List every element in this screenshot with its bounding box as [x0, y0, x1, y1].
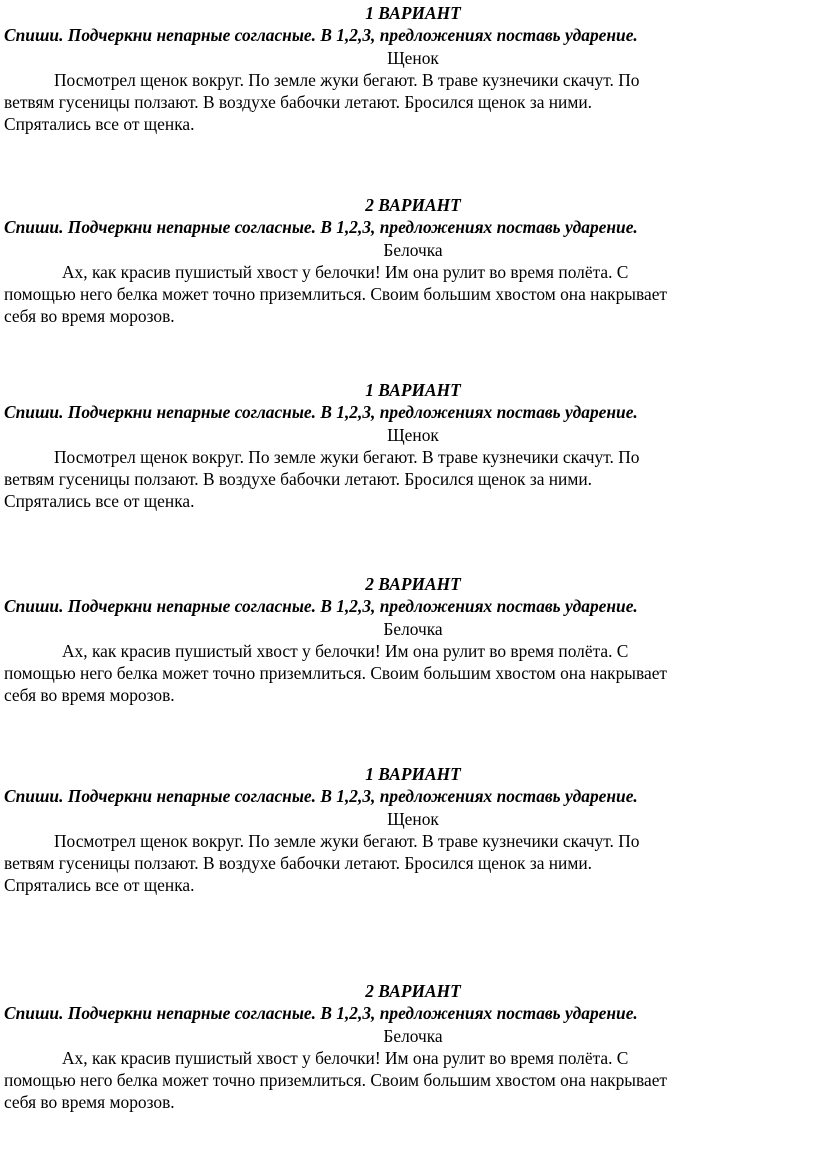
text-line: себя во время морозов. — [4, 685, 175, 706]
variant-heading: 1 ВАРИАНТ — [365, 380, 461, 400]
text-line: Посмотрел щенок вокруг. По земле жуки бегают. В траве кузнечики скачут. По — [54, 69, 640, 90]
text-line: Спрятались все от щенка. — [4, 491, 195, 512]
section-variant-2 — [4, 980, 812, 1114]
text-line: себя во время морозов. — [4, 306, 175, 327]
text-line: себя во время морозов. — [4, 1092, 175, 1113]
variant-heading: 2 ВАРИАНТ — [365, 981, 461, 1001]
task-instruction: Спиши. Подчеркни непарные согласные. В 1,2,3, предложениях поставь ударение. — [4, 596, 638, 617]
text-title: Щенок — [387, 808, 439, 829]
text-line: ветвям гусеницы ползают. В воздухе бабочки летают. Бросился щенок за ними. — [4, 92, 593, 113]
text-line: помощью него белка может точно приземлиться. Своим большим хвостом она накрывает — [4, 284, 668, 305]
variant-heading: 1 ВАРИАНТ — [365, 764, 461, 784]
text-title: Щенок — [387, 47, 439, 68]
task-instruction: Спиши. Подчеркни непарные согласные. В 1,2,3, предложениях поставь ударение. — [4, 786, 638, 807]
text-title: Белочка — [383, 239, 443, 260]
text-line: помощью него белка может точно приземлиться. Своим большим хвостом она накрывает — [4, 1070, 668, 1091]
text-line: помощью него белка может точно приземлиться. Своим большим хвостом она накрывает — [4, 663, 668, 684]
task-instruction: Спиши. Подчеркни непарные согласные. В 1,2,3, предложениях поставь ударение. — [4, 402, 638, 423]
text-line: Ах, как красив пушистый хвост у белочки! Им она рулит во время полёта. С — [62, 640, 629, 661]
text-title: Щенок — [387, 424, 439, 445]
text-line: Посмотрел щенок вокруг. По земле жуки бегают. В траве кузнечики скачут. По — [54, 830, 640, 851]
variant-heading: 1 ВАРИАНТ — [365, 3, 461, 23]
section-variant-1 — [4, 2, 812, 136]
variant-heading: 2 ВАРИАНТ — [365, 574, 461, 594]
section-variant-1 — [4, 763, 812, 897]
task-instruction: Спиши. Подчеркни непарные согласные. В 1,2,3, предложениях поставь ударение. — [4, 25, 638, 46]
task-instruction: Спиши. Подчеркни непарные согласные. В 1,2,3, предложениях поставь ударение. — [4, 1003, 638, 1024]
text-title: Белочка — [383, 1025, 443, 1046]
text-line: ветвям гусеницы ползают. В воздухе бабочки летают. Бросился щенок за ними. — [4, 853, 593, 874]
text-line: Спрятались все от щенка. — [4, 875, 195, 896]
text-line: ветвям гусеницы ползают. В воздухе бабочки летают. Бросился щенок за ними. — [4, 469, 593, 490]
section-variant-2 — [4, 573, 812, 707]
text-line: Спрятались все от щенка. — [4, 114, 195, 135]
section-variant-1 — [4, 379, 812, 513]
task-instruction: Спиши. Подчеркни непарные согласные. В 1,2,3, предложениях поставь ударение. — [4, 217, 638, 238]
text-line: Ах, как красив пушистый хвост у белочки! Им она рулит во время полёта. С — [62, 261, 629, 282]
text-line: Ах, как красив пушистый хвост у белочки! Им она рулит во время полёта. С — [62, 1047, 629, 1068]
section-variant-2 — [4, 194, 812, 328]
variant-heading: 2 ВАРИАНТ — [365, 195, 461, 215]
text-title: Белочка — [383, 618, 443, 639]
text-line: Посмотрел щенок вокруг. По земле жуки бегают. В траве кузнечики скачут. По — [54, 446, 640, 467]
